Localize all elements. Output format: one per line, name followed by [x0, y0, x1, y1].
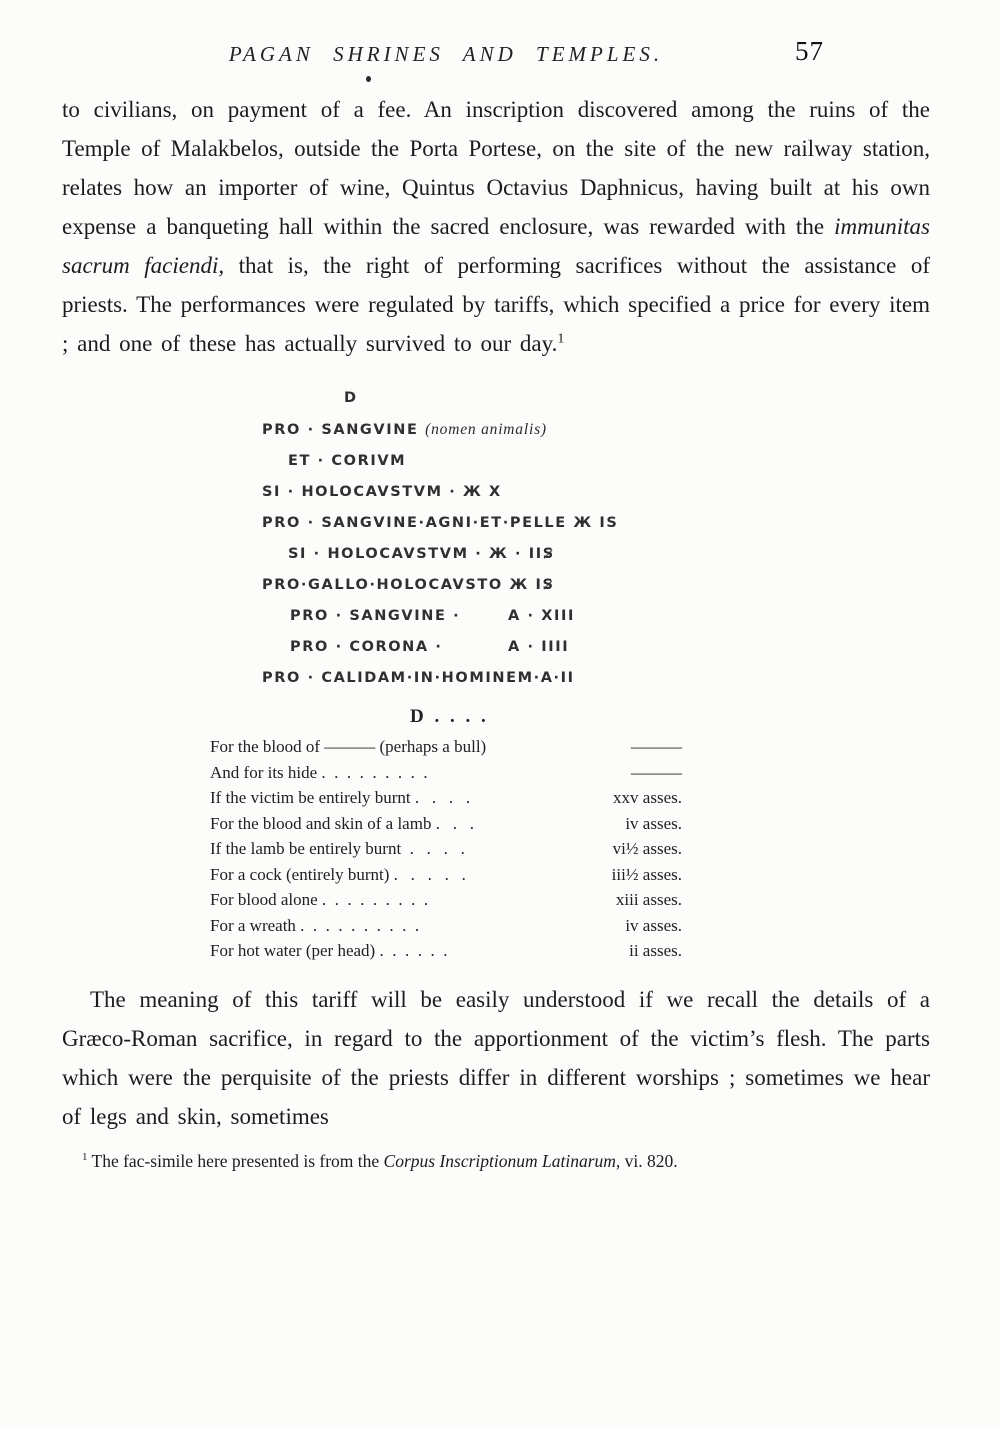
- row-value: ———: [631, 737, 682, 756]
- paragraph-1: [62, 90, 930, 363]
- inscription-line: [344, 383, 1000, 414]
- inscription-line: [288, 446, 1000, 477]
- row-value: vi½ asses.: [612, 839, 682, 858]
- row-label: For blood alone . . . . . . . . .: [210, 890, 429, 909]
- row-label: For a cock (entirely burnt) . . . . .: [210, 864, 466, 884]
- inscription-price: A · XIII: [508, 608, 575, 624]
- row-label: For a wreath . . . . . . . . . .: [210, 915, 420, 935]
- table-row: [210, 862, 682, 888]
- inscription-text: SI · HOLOCAVSTVM · Ж · IIS̷: [288, 546, 555, 562]
- inscription-text: D: [344, 390, 358, 406]
- table-row: [210, 785, 682, 811]
- table-row: [210, 811, 682, 837]
- inscription-text: PRO · SANGVINE: [262, 422, 426, 438]
- inscription-text: PRO · CALIDAM·IN·HOMINEM·A·II: [262, 670, 575, 686]
- inscription-line: [262, 570, 1000, 601]
- inscription-text: ET · CORIVM: [288, 453, 407, 469]
- inscription-line: [288, 539, 1000, 570]
- table-row: [210, 913, 682, 939]
- footnote-reference: 1: [557, 331, 565, 347]
- row-value: iv asses.: [625, 813, 682, 833]
- ink-spot: [366, 76, 371, 82]
- table-row: [210, 836, 682, 862]
- row-value: iii½ asses.: [611, 864, 682, 884]
- inscription-line: [262, 414, 1000, 446]
- row-value: xiii asses.: [615, 890, 682, 909]
- paragraph-1-text: to civilians, on payment of a fee. An inscription discovered among the ruins of the Temple of Malakbelos, outside the Porta Portese, on the site of the new railway station, relates how an importer of wine, Quintus Octavius Daphnicus, having built at his own expense a banqueting hall within the sacred enclosure, was rewarded with the: [62, 97, 930, 239]
- paragraph-1-latin-phrase: immunitas sacrum faciendi,: [62, 214, 930, 278]
- paragraph-2: The meaning of this tariff will be easily understood if we recall the details of a Græco-Roman sacrifice, in regard to the apportionment of the victim’s flesh. The parts which were the perquisite of the priests differ in different worships ; sometimes we hear of legs and skin, sometimes: [62, 986, 930, 1129]
- row-value: ———: [631, 762, 682, 782]
- inscription-facsimile: [262, 383, 1000, 728]
- table-row: [210, 938, 682, 964]
- translation-table: [210, 734, 682, 964]
- table-row: [210, 760, 682, 786]
- inscription-line: [262, 477, 1000, 508]
- table-row: [210, 734, 682, 760]
- row-label: And for its hide . . . . . . . . .: [210, 762, 428, 782]
- row-label: For the blood of ——— (perhaps a bull): [210, 737, 487, 756]
- page-number: 57: [795, 36, 824, 66]
- inscription-line: [290, 601, 1000, 632]
- inscription-line: [262, 663, 1000, 694]
- row-value: iv asses.: [625, 915, 682, 935]
- footnote-source-title: Corpus Inscriptionum Latinarum,: [383, 1150, 621, 1171]
- running-title: PAGAN SHRINES AND TEMPLES.: [228, 42, 664, 66]
- paragraph-1-text-continued: that is, the right of performing sacrifices without the assistance of priests. The performances were regulated by tariffs, which specified a price for every item ; and one of these has actually survived to our day.: [62, 253, 930, 356]
- translation-heading: D . . . .: [410, 706, 489, 727]
- inscription-line: [262, 508, 1000, 539]
- row-value: ii asses.: [629, 941, 682, 960]
- inscription-text: SI · HOLOCAVSTVM · Ж X: [262, 484, 502, 500]
- page-header: [62, 36, 830, 80]
- footnote-text: The fac-simile here presented is from the: [91, 1150, 384, 1171]
- row-value: xxv asses.: [613, 788, 682, 807]
- footnote-marker: 1: [82, 1150, 88, 1163]
- inscription-line: [290, 632, 1000, 663]
- row-label: For the blood and skin of a lamb . . .: [210, 813, 474, 833]
- table-row: [210, 887, 682, 913]
- inscription-annotation: (nomen animalis): [425, 421, 547, 438]
- inscription-text: PRO·GALLO·HOLOCAVSTO Ж IS̷: [262, 577, 555, 593]
- inscription-text: PRO · SANGVINE ·: [290, 608, 461, 624]
- inscription-text: PRO · CORONA ·: [290, 639, 443, 655]
- row-label: If the lamb be entirely burnt . . . .: [210, 839, 465, 858]
- inscription-price: A · IIII: [508, 639, 570, 655]
- row-label: If the victim be entirely burnt . . . .: [210, 788, 471, 807]
- footnote: [62, 1148, 930, 1175]
- inscription-text: PRO · SANGVINE·AGNI·ET·PELLE Ж IS: [262, 515, 619, 531]
- footnote-text-continued: vi. 820.: [620, 1150, 678, 1171]
- row-label: For hot water (per head) . . . . . .: [210, 941, 448, 960]
